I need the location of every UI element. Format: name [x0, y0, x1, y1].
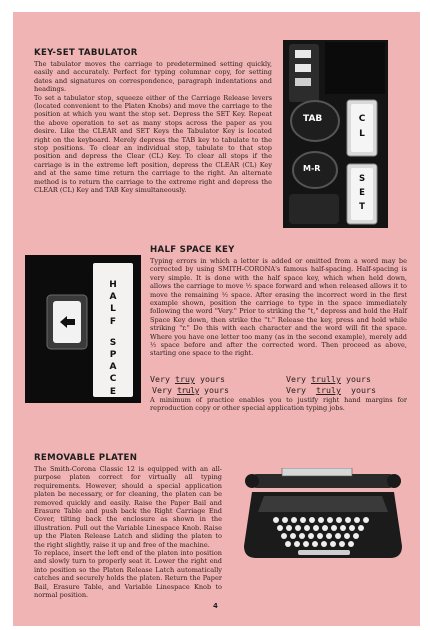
half-space-key-photo: [25, 255, 141, 403]
tabulator-keys-illustration: [283, 40, 388, 228]
set-key-letter: S: [358, 174, 366, 184]
side-label-letter: P: [109, 350, 117, 361]
tabulator-paragraph: The tabulator moves the carriage to predetermined setting quickly, easily and accurately. Perfect for typing columnar copy, for setting dates and signatures on correspondence, paragraph indentations and headings.: [34, 60, 272, 94]
side-label-letter: C: [109, 374, 117, 385]
tabulator-keys-photo: [283, 40, 388, 228]
side-label-letter: S: [109, 337, 117, 348]
example-1: Very truy yours: [150, 374, 225, 384]
typewriter-illustration: [242, 468, 404, 564]
tab-key-label: TAB: [303, 114, 323, 124]
platen-heading: REMOVABLE PLATEN: [34, 453, 138, 463]
cl-key-letter: C: [358, 114, 366, 124]
platen-paragraph: The Smith-Corona Classic 12 is equipped with an all-purpose platen correct for virtually all typing requirements. However, should a special application platen be necessary, or for cleaning, the platen can be removed quickly and easily. Raise the Paper Bail and Erasure Table and push back the Right Carriage End Cover, tilting back the enclosure as shown in the illustration. Pull out the Variable Linespace Knob. Raise up the Platen Release Latch and sliding the platen to the right slightly, raise it up and free of the machine.: [34, 465, 222, 549]
typewriter-icon: [242, 468, 404, 564]
example-4: Very truly yours: [286, 385, 376, 395]
platen-text: [34, 465, 222, 600]
half-space-examples: [150, 374, 407, 396]
mr-key-label: M-R: [303, 164, 321, 173]
platen-paragraph: To replace, insert the left end of the platen into position and slowly turn to properly seat it. Lower the right end into position so the Platen Release Latch automatically catches and securely holds the platen. Return the Paper Bail, Erasure Table, and Variable Linespace Knob to normal position.: [34, 549, 222, 600]
side-label-letter: A: [109, 362, 117, 373]
side-label-letter: E: [109, 386, 117, 397]
half-space-side-label: [95, 279, 131, 398]
tabulator-paragraph: To set a tabulator stop, squeeze either of the Carriage Release levers (located convenient to the Platen Knobs) and move the carriage to the position at which you want the stop set. Depress the SET Key. Repeat the above operation to set as many stops across the paper as you desire. Like the CLEAR and SET Keys the Tabulator Key is located right on the keyboard. Merely depress the TAB key to tabulate to the stop positions. To clear an individual stop, tabulate to that stop position and depress the Clear (CL) Key. To clear all stops if the carriage is in the extreme left position, depress the CLEAR (CL) Key and at the same time return the carriage to the right. An alternate method is to return the carriage to the extreme right and depress the CLEAR (CL) Key and TAB Key simultaneously.: [34, 93, 272, 195]
half-space-text: Typing errors in which a letter is added or omitted from a word may be corrected by using SMITH-CORONA's famous half-spacing. Half-spacing is very simple. It is done with the half space key, which when held down, allows the carriage to move ½ space forward and when released allows it to move the remaining ½ space. After erasing the incorrect word in the first example shown, position the carriage to type in the space immediately following the word "Very." Prior to striking the "t," depress and hold the Half Space Key down, then strike the "t." Release the key, press and hold while striking "r." Do this with each character and the word will fit the space. Where you have one letter too many (as in the second example), merely add ½ space before and after the corrected word. Then proceed as above, starting one space to the right.: [150, 257, 407, 358]
half-space-heading: HALF SPACE KEY: [150, 245, 235, 255]
side-label-letter: H: [109, 280, 117, 290]
side-label-letter: A: [109, 292, 117, 303]
tabulator-heading: KEY-SET TABULATOR: [34, 48, 138, 58]
example-3: Very truly yours: [152, 385, 229, 395]
half-space-closing: A minimum of practice enables you to justify right hand margins for reproduction copy or other special application typing jobs.: [150, 396, 407, 413]
side-label-letter: F: [109, 316, 117, 327]
set-key-letter: E: [359, 188, 365, 198]
set-key-label: [353, 172, 371, 214]
example-2: Very trully yours: [286, 374, 371, 384]
cl-key-label: [353, 112, 371, 142]
side-label-letter: L: [110, 304, 116, 315]
cl-key-letter: L: [359, 129, 365, 139]
set-key-letter: T: [359, 202, 365, 212]
page-number: 4: [213, 602, 218, 610]
manual-page: [13, 12, 420, 626]
tabulator-text: [34, 60, 272, 195]
